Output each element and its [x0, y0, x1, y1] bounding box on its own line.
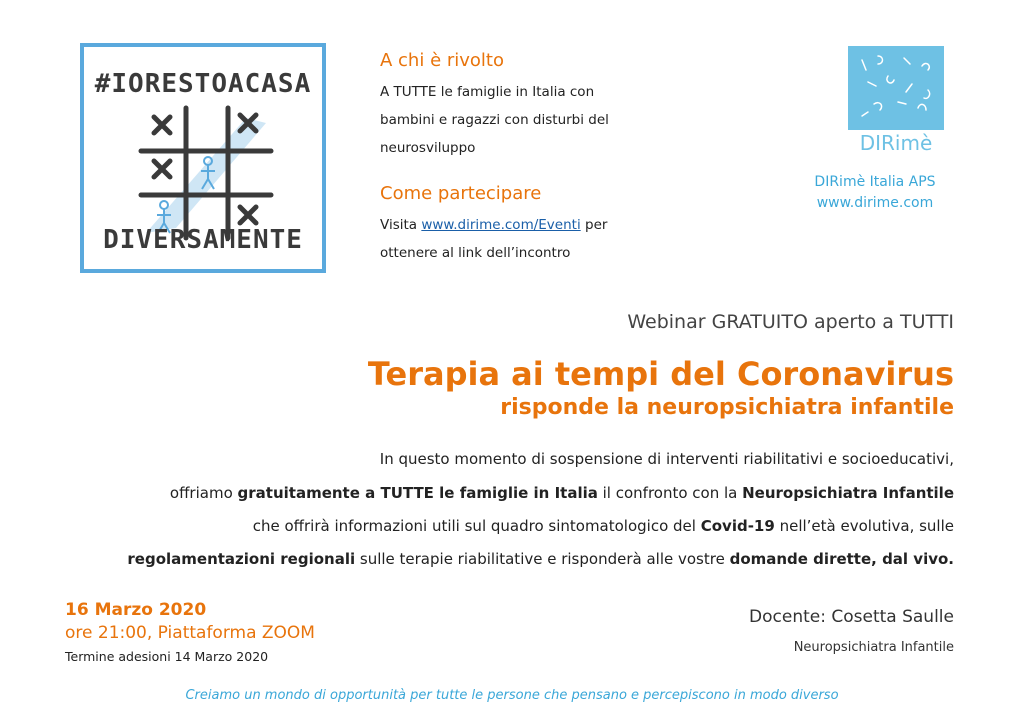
event-title: Terapia ai tempi del Coronavirus: [367, 355, 954, 393]
body-line-2: [170, 484, 954, 502]
audience-line: A TUTTE le famiglie in Italia con: [380, 84, 595, 100]
body-text: offriamo: [169, 484, 238, 502]
dirime-logo: [848, 46, 944, 156]
audience-line: neurosviluppo: [380, 140, 476, 156]
body-bold: domande dirette, dal vivo.: [729, 550, 954, 568]
body-text: che offrirà informazioni utili sul quadro sintomatologico del: [252, 517, 701, 535]
body-line-4: [127, 550, 954, 568]
body-text: il confronto con la: [597, 484, 743, 502]
body-line-3: [253, 517, 954, 535]
events-link[interactable]: www.dirime.com/Eventi: [421, 217, 581, 233]
dirime-logo-label: DIRimè: [848, 130, 944, 156]
participate-heading: Come partecipare: [380, 183, 542, 204]
audience-text: [380, 78, 609, 162]
participate-line-1: [380, 211, 607, 239]
body-bold: Covid-19: [700, 517, 775, 535]
registration-deadline: Termine adesioni 14 Marzo 2020: [65, 649, 269, 664]
iorestoacasa-logo: [80, 43, 326, 273]
footer-tagline: Creiamo un mondo di opportunità per tutte le persone che pensano e percepiscono in modo diverso: [185, 688, 839, 703]
teacher-name: Docente: Cosetta Saulle: [749, 607, 954, 627]
body-bold: Neuropsichiatra Infantile: [742, 484, 954, 502]
logo-top-text: #IORESTOACASA: [94, 69, 312, 99]
webinar-kicker: Webinar GRATUITO aperto a TUTTI: [627, 311, 954, 333]
event-subtitle: risponde la neuropsichiatra infantile: [500, 395, 954, 420]
organization-name: DIRimè Italia APS: [814, 174, 936, 190]
visit-label: Visita: [380, 217, 418, 233]
organization-site: www.dirime.com: [816, 195, 934, 211]
body-bold: gratuitamente a TUTTE le famiglie in Italia: [237, 484, 598, 502]
after-link-label: per: [585, 217, 608, 233]
organization-info: [790, 172, 960, 214]
body-bold: regolamentazioni regionali: [127, 550, 356, 568]
participate-text: [380, 211, 607, 267]
body-line-1: In questo momento di sospensione di interventi riabilitativi e socioeducativi,: [379, 450, 954, 468]
event-date: 16 Marzo 2020: [65, 600, 207, 620]
tic-tac-toe-icon: [136, 103, 276, 243]
audience-heading: A chi è rivolto: [380, 50, 504, 71]
scribble-icon: [848, 46, 944, 130]
audience-line: bambini e ragazzi con disturbi del: [380, 112, 609, 128]
logo-bottom-text: DIVERSAMENTE: [103, 225, 303, 255]
participate-line-2: ottenere al link dell’incontro: [380, 245, 571, 261]
teacher-role: Neuropsichiatra Infantile: [793, 640, 954, 655]
body-text: sulle terapie riabilitative e risponderà alle vostre: [355, 550, 730, 568]
event-time: ore 21:00, Piattaforma ZOOM: [65, 623, 315, 643]
body-text: nell’età evolutiva, sulle: [774, 517, 954, 535]
